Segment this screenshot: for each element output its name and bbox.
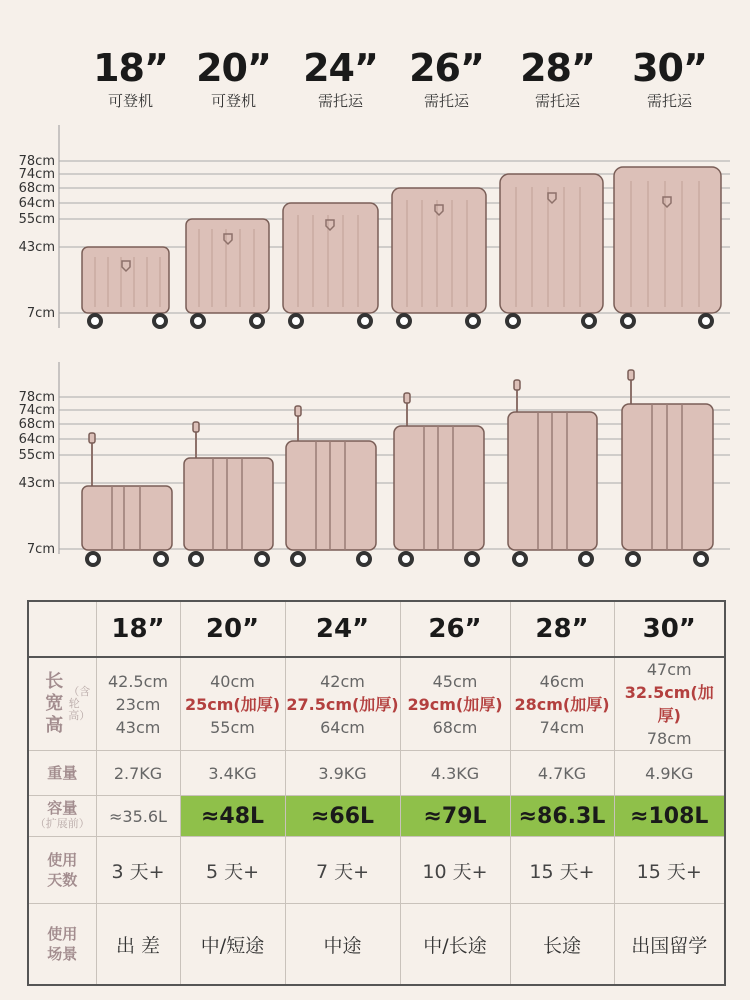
height-value: 55cm <box>210 717 255 737</box>
size-header-18 <box>88 44 173 110</box>
scene-label: 使用场景 <box>47 925 78 963</box>
scale-label-78: 78cm <box>18 390 55 405</box>
suitcase-front-26 <box>392 188 486 327</box>
row-head-scene <box>28 904 96 986</box>
table-header-row <box>28 601 725 657</box>
capacity-cell-24: ≈66L <box>285 796 400 837</box>
suitcase-side-30 <box>622 370 713 565</box>
front-view-illustration <box>0 125 750 335</box>
weight-cell-24: 3.9KG <box>285 751 400 796</box>
weight-cell-28: 4.7KG <box>510 751 614 796</box>
capacity-sublabel: （扩展前） <box>34 817 90 830</box>
size-note: 需托运 <box>646 92 692 110</box>
days-cell-30: 15 天+ <box>614 837 725 904</box>
height-value: 68cm <box>432 717 478 737</box>
table-row-scene <box>28 904 725 986</box>
days-cell-26: 10 天+ <box>400 837 510 904</box>
scale-label-43: 43cm <box>18 240 55 255</box>
scene-cell-20: 中/短途 <box>180 904 285 986</box>
size-header-24 <box>298 44 383 110</box>
size-label: 30” <box>632 46 707 90</box>
table-row-weight <box>28 751 725 796</box>
dimensions-cell-28 <box>510 657 614 751</box>
scene-cell-18: 出 差 <box>96 904 180 986</box>
size-note: 需托运 <box>423 92 469 110</box>
dimensions-cell-26 <box>400 657 510 751</box>
row-head-dimensions <box>28 657 96 751</box>
column-header-30: 30” <box>614 601 725 657</box>
dimensions-cell-20 <box>180 657 285 751</box>
scene-cell-24: 中途 <box>285 904 400 986</box>
days-cell-18: 3 天+ <box>96 837 180 904</box>
size-note: 可登机 <box>107 92 153 110</box>
capacity-label: 容量 <box>47 799 78 817</box>
length-value: 40cm <box>210 671 255 691</box>
suitcase-side-18 <box>82 433 172 565</box>
scene-cell-28: 长途 <box>510 904 614 986</box>
table-row-capacity <box>28 796 725 837</box>
size-label: 20” <box>196 46 271 90</box>
scale-label-74: 74cm <box>18 403 55 418</box>
spec-table <box>27 600 726 986</box>
capacity-cell-30: ≈108L <box>614 796 725 837</box>
row-head-capacity <box>28 796 96 837</box>
days-cell-24: 7 天+ <box>285 837 400 904</box>
side-view-panel <box>0 362 750 572</box>
weight-cell-30: 4.9KG <box>614 751 725 796</box>
size-note: 需托运 <box>317 92 363 110</box>
size-header-30 <box>627 44 712 110</box>
weight-cell-20: 3.4KG <box>180 751 285 796</box>
width-value: 32.5cm(加厚) <box>624 683 714 725</box>
size-label: 28” <box>520 46 595 90</box>
weight-cell-18: 2.7KG <box>96 751 180 796</box>
side-suitcases <box>82 370 713 565</box>
column-header-28: 28” <box>510 601 614 657</box>
size-header-28 <box>515 44 600 110</box>
table-row-days <box>28 837 725 904</box>
width-value: 28cm(加厚) <box>514 694 610 714</box>
days-label: 使用天数 <box>47 851 78 889</box>
height-value: 78cm <box>646 729 692 748</box>
column-header-26: 26” <box>400 601 510 657</box>
suitcase-side-28 <box>508 380 597 565</box>
capacity-cell-18: ≈35.6L <box>96 796 180 837</box>
dimensions-sublabel: （含轮高） <box>68 685 91 722</box>
size-header-26 <box>404 44 489 110</box>
capacity-cell-28: ≈86.3L <box>510 796 614 837</box>
length-value: 42cm <box>320 671 365 691</box>
height-scale <box>19 154 55 321</box>
scale-label-78: 78cm <box>18 154 55 169</box>
size-header-20 <box>191 44 276 110</box>
capacity-cell-26: ≈79L <box>400 796 510 837</box>
height-scale <box>19 390 55 557</box>
scene-cell-30: 出国留学 <box>614 904 725 986</box>
height-value: 64cm <box>320 717 365 737</box>
column-header-24: 24” <box>285 601 400 657</box>
row-head-weight: 重量 <box>28 751 96 796</box>
size-label: 24” <box>303 46 378 90</box>
days-cell-20: 5 天+ <box>180 837 285 904</box>
front-view-panel <box>0 125 750 335</box>
height-value: 74cm <box>539 717 585 737</box>
column-header-20: 20” <box>180 601 285 657</box>
size-note: 可登机 <box>210 92 256 110</box>
days-cell-28: 15 天+ <box>510 837 614 904</box>
width-value: 25cm(加厚) <box>184 694 281 714</box>
scale-label-64: 64cm <box>18 196 55 211</box>
suitcase-front-18 <box>82 247 169 327</box>
side-view-illustration <box>0 362 750 572</box>
dimensions-cell-30 <box>614 657 725 751</box>
size-label: 18” <box>93 46 168 90</box>
size-header <box>0 44 750 124</box>
scene-cell-26: 中/长途 <box>400 904 510 986</box>
row-head-days <box>28 837 96 904</box>
width-value: 27.5cm(加厚) <box>286 694 399 714</box>
suitcase-front-30 <box>614 167 721 327</box>
length-value: 46cm <box>539 671 585 691</box>
corner-cell <box>28 601 96 657</box>
scale-label-43: 43cm <box>18 476 55 491</box>
capacity-cell-20: ≈48L <box>180 796 285 837</box>
length-value: 45cm <box>432 671 478 691</box>
dimensions-cell-18 <box>96 657 180 751</box>
suitcase-side-20 <box>184 422 273 565</box>
table-row-dimensions <box>28 657 725 751</box>
suitcase-side-24 <box>286 406 376 565</box>
column-header-18: 18” <box>96 601 180 657</box>
width-value: 29cm(加厚) <box>407 694 503 714</box>
length-value: 47cm <box>646 660 692 679</box>
suitcase-front-28 <box>500 174 603 327</box>
dimensions-cell-24 <box>285 657 400 751</box>
scale-label-68: 68cm <box>18 417 55 432</box>
scale-label-7: 7cm <box>26 542 55 557</box>
scale-label-55: 55cm <box>18 448 55 463</box>
suitcase-side-26 <box>394 393 484 565</box>
height-value: 43cm <box>115 717 161 737</box>
size-label: 26” <box>409 46 484 90</box>
scale-label-68: 68cm <box>18 181 55 196</box>
scale-label-7: 7cm <box>26 306 55 321</box>
dimensions-label: 长宽高 <box>45 671 64 736</box>
suitcase-front-24 <box>283 203 378 327</box>
suitcase-front-20 <box>186 219 269 327</box>
width-value: 23cm <box>115 694 161 714</box>
length-value: 42.5cm <box>107 671 168 691</box>
weight-cell-26: 4.3KG <box>400 751 510 796</box>
size-note: 需托运 <box>534 92 580 110</box>
scale-label-74: 74cm <box>18 167 55 182</box>
scale-label-55: 55cm <box>18 212 55 227</box>
scale-label-64: 64cm <box>18 432 55 447</box>
